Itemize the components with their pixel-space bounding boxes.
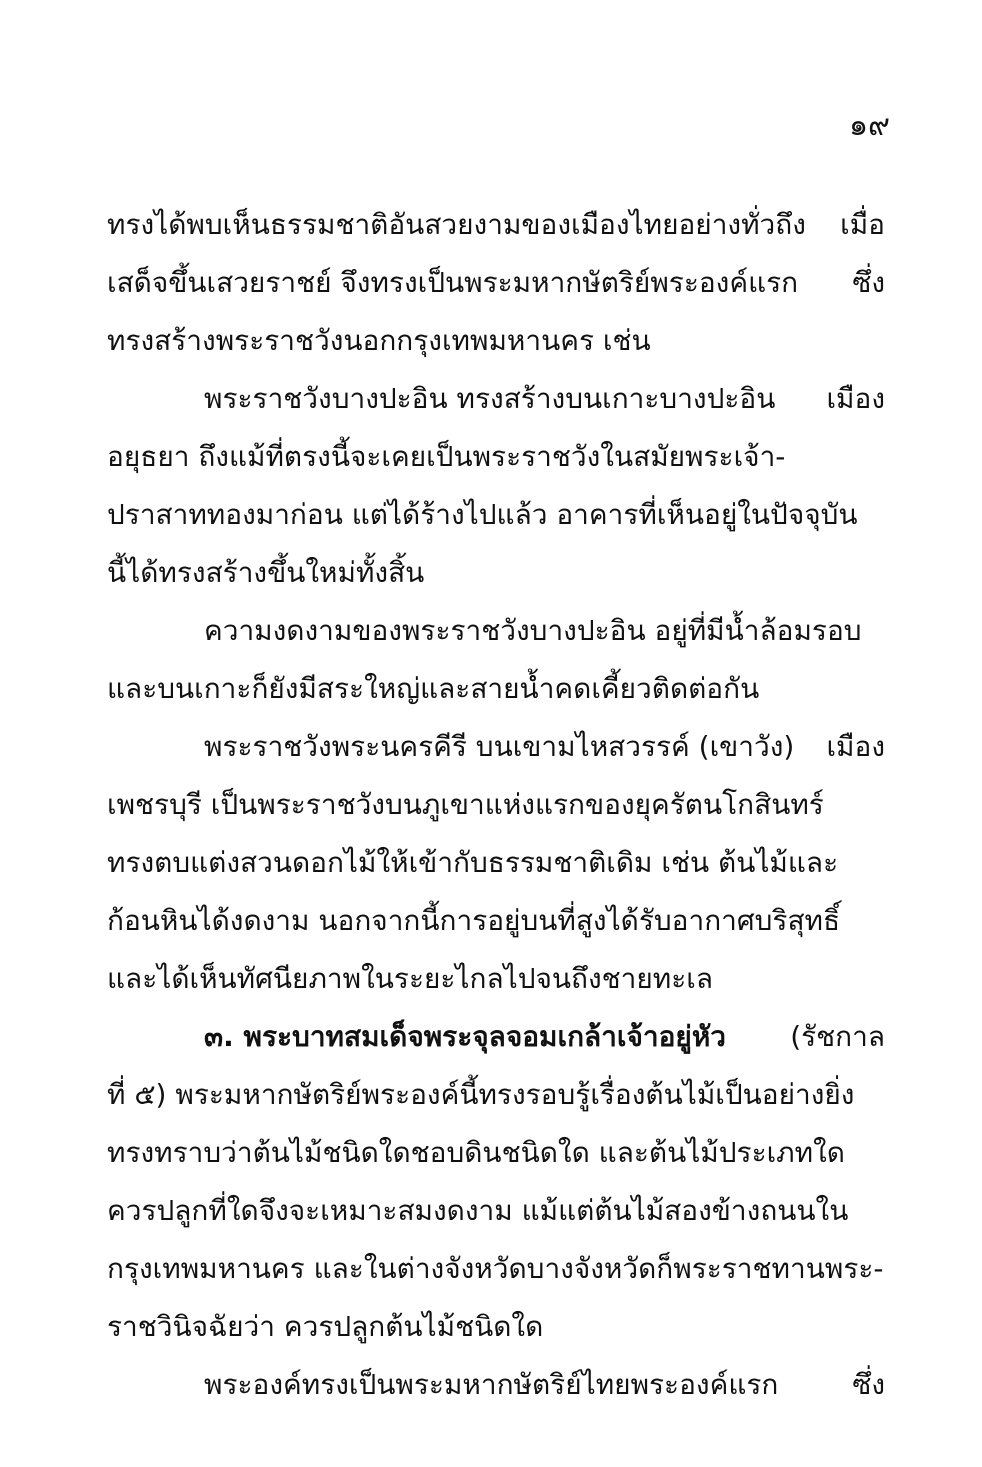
text-segment: พระองค์ทรงเป็นพระมหากษัตริย์ไทยพระองค์แรก	[204, 1368, 779, 1401]
page-number: ๑๙	[848, 108, 890, 143]
text-line: อยุธยา ถึงแม้ที่ตรงนี้จะเคยเป็นพระราชวังในสมัยพระเจ้า-	[107, 440, 786, 473]
text-line: นี้ได้ทรงสร้างขึ้นใหม่ทั้งสิ้น	[107, 556, 425, 589]
text-segment: พระราชวังพระนครคีรี บนเขามไหสวรรค์ (เขาวัง)	[204, 730, 795, 763]
text-segment: เมื่อ	[840, 208, 885, 241]
text-line: ก้อนหินได้งดงาม นอกจากนี้การอยู่บนที่สูงได้รับอากาศบริสุทธิ์	[107, 904, 841, 937]
text-segment: ทรงได้พบเห็นธรรมชาติอันสวยงามของเมืองไทยอย่างทั่วถึง	[107, 208, 806, 241]
body-text	[107, 196, 885, 1414]
text-line: ทรงทราบว่าต้นไม้ชนิดใดชอบดินชนิดใด และต้นไม้ประเภทใด	[107, 1136, 845, 1169]
text-line: และได้เห็นทัศนียภาพในระยะไกลไปจนถึงชายทะเล	[107, 962, 714, 995]
text-segment: เสด็จขึ้นเสวยราชย์ จึงทรงเป็นพระมหากษัตริย์พระองค์แรก	[107, 266, 799, 299]
text-segment: พระราชวังบางปะอิน ทรงสร้างบนเกาะบางปะอิน	[204, 382, 776, 415]
text-line	[107, 196, 885, 254]
text-segment: เมือง	[826, 730, 885, 763]
text-segment: ซึ่ง	[852, 266, 885, 299]
text-line: ทรงตบแต่งสวนดอกไม้ให้เข้ากับธรรมชาติเดิม เช่น ต้นไม้และ	[107, 846, 839, 879]
text-line: ปราสาททองมาก่อน แต่ได้ร้างไปแล้ว อาคารที่เห็นอยู่ในปัจจุบัน	[107, 498, 858, 531]
text-line: ทรงสร้างพระราชวังนอกกรุงเทพมหานคร เช่น	[107, 324, 651, 357]
text-line	[107, 1356, 885, 1414]
text-segment: ซึ่ง	[852, 1368, 885, 1401]
text-line: ที่ ๕) พระมหากษัตริย์พระองค์นี้ทรงรอบรู้เรื่องต้นไม้เป็นอย่างยิ่ง	[107, 1078, 855, 1111]
text-line: ความงดงามของพระราชวังบางปะอิน อยู่ที่มีน้ำล้อมรอบ	[204, 614, 862, 647]
text-segment: (รัชกาล	[790, 1020, 885, 1053]
text-line	[107, 370, 885, 428]
section-heading: ๓. พระบาทสมเด็จพระจุลจอมเกล้าเจ้าอยู่หัว	[204, 1020, 727, 1053]
text-line: ควรปลูกที่ใดจึงจะเหมาะสมงดงาม แม้แต่ต้นไม้สองข้างถนนใน	[107, 1194, 849, 1227]
text-line: และบนเกาะก็ยังมีสระใหญ่และสายน้ำคดเคี้ยวติดต่อกัน	[107, 672, 760, 705]
text-line: ราชวินิจฉัยว่า ควรปลูกต้นไม้ชนิดใด	[107, 1310, 544, 1343]
text-segment: เมือง	[826, 382, 885, 415]
text-line: เพชรบุรี เป็นพระราชวังบนภูเขาแห่งแรกของยุครัตนโกสินทร์	[107, 788, 824, 821]
text-line: กรุงเทพมหานคร และในต่างจังหวัดบางจังหวัดก็พระราชทานพระ-	[107, 1252, 884, 1285]
text-line	[107, 254, 885, 312]
text-line	[107, 1008, 885, 1066]
text-line	[107, 718, 885, 776]
